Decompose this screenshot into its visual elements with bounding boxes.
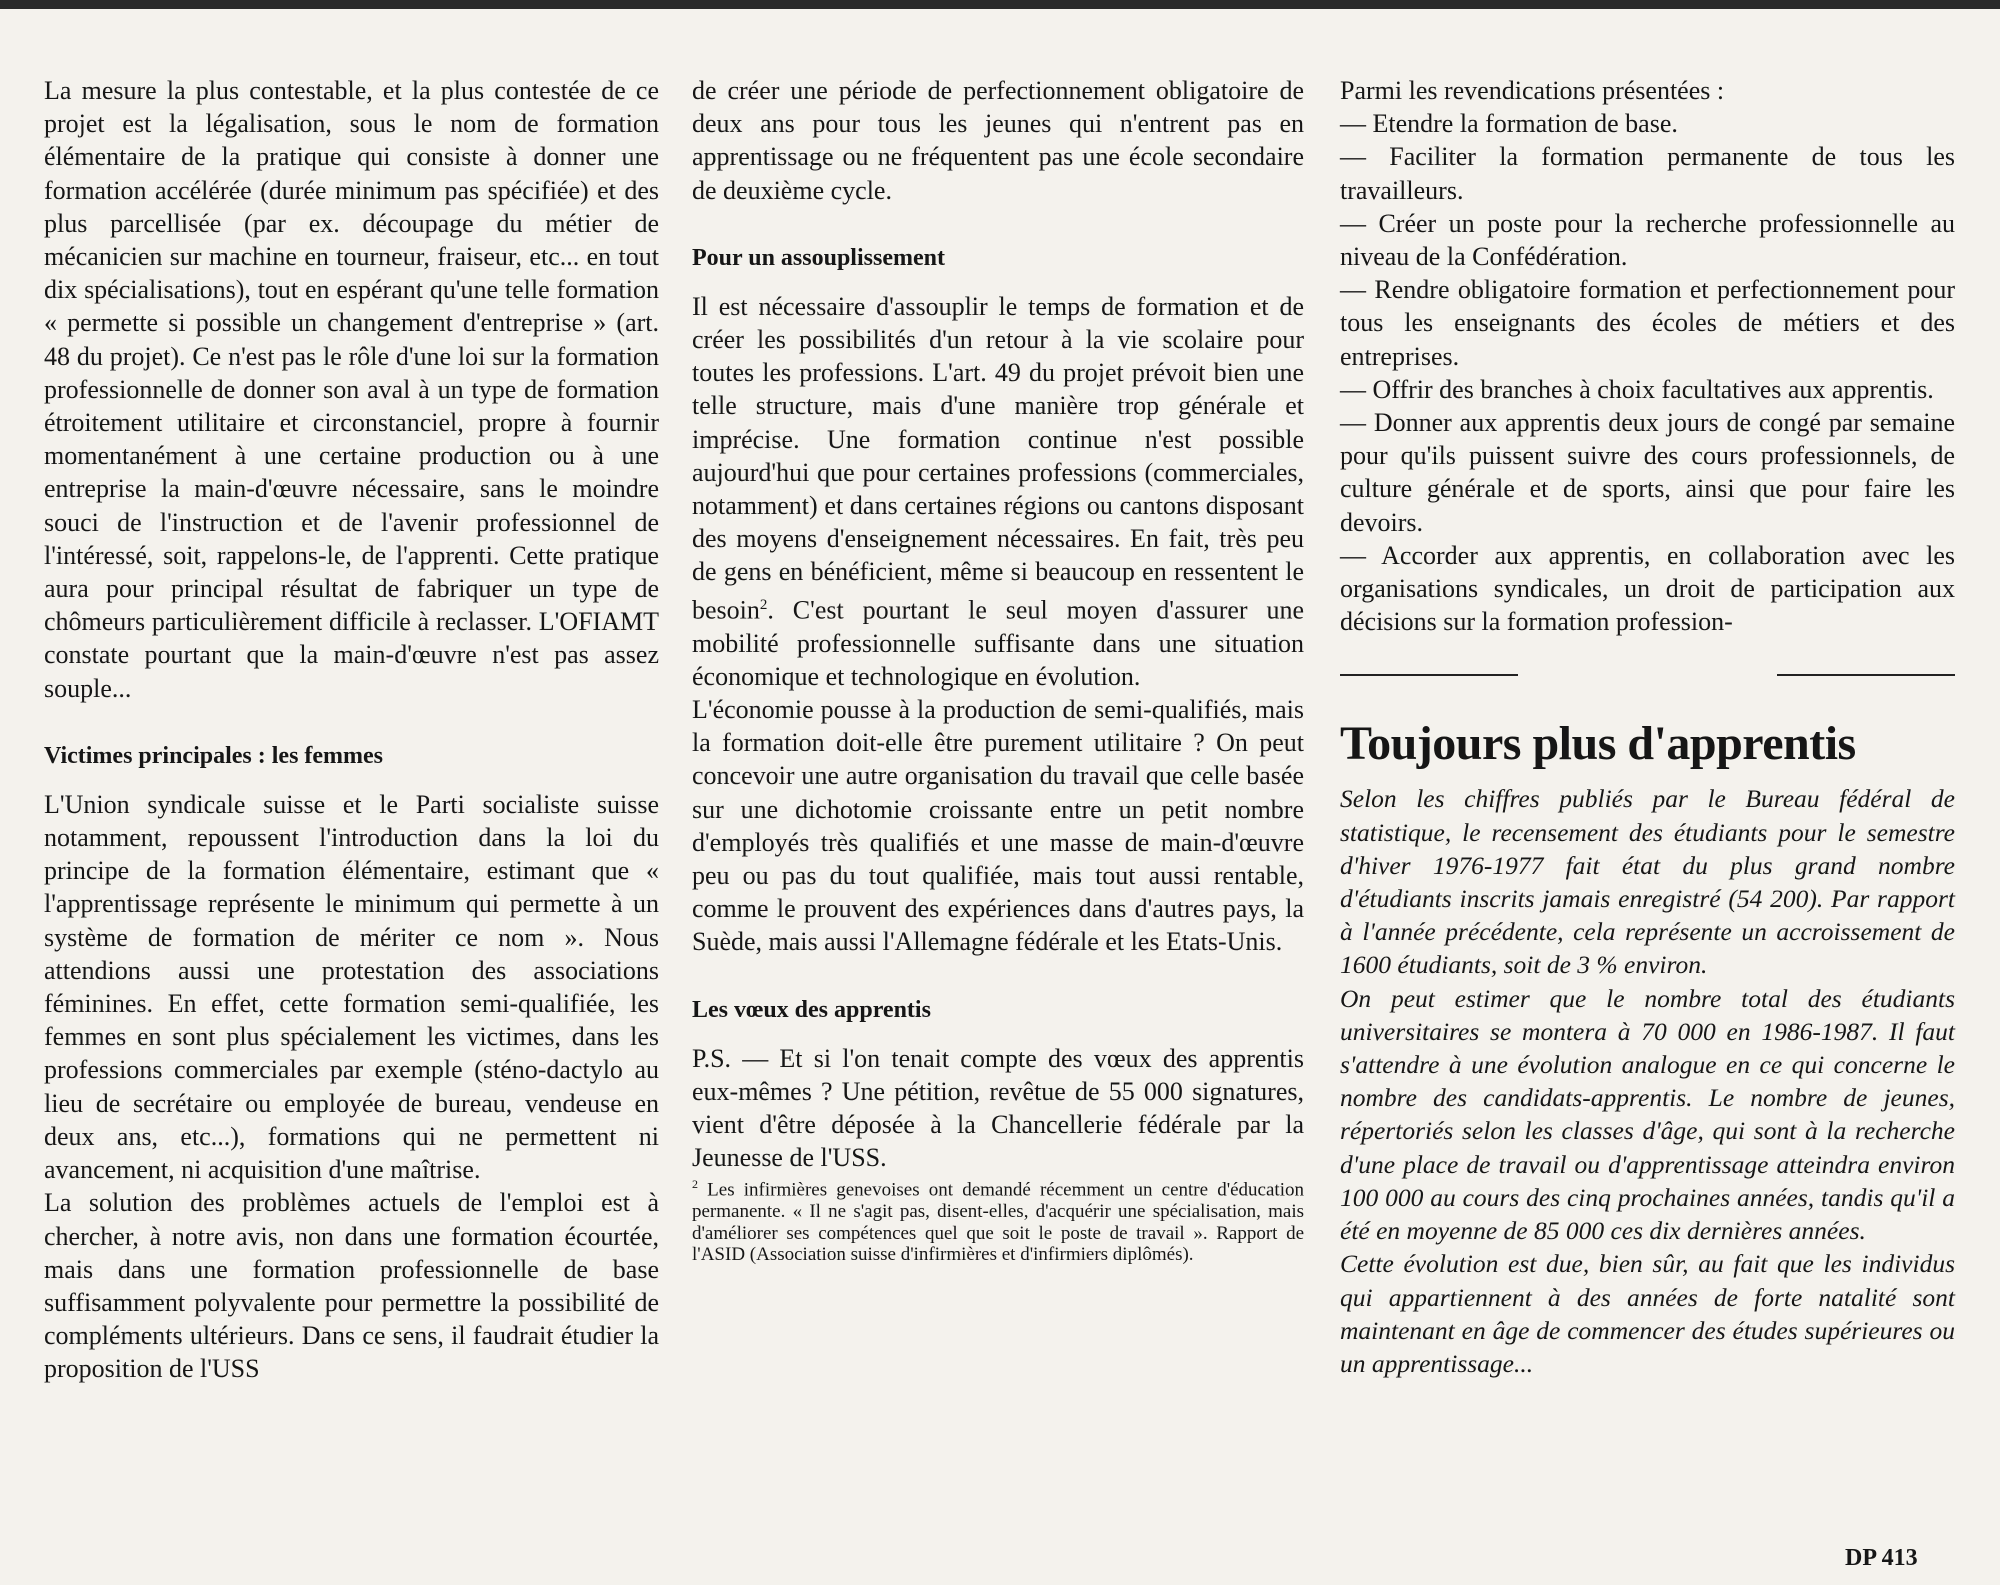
paragraph: L'économie pousse à la production de semi-qualifiés, mais la formation doit-elle être purement utilitaire ? On peut concevoir une autre organisation du travail que celle basée sur une dichotomie croissante entre un petit nombre d'employés très qualifiés et une masse de main-d'œuvre peu ou pas du tout qualifiée, mais tout aussi rentable, comme le prouvent des expériences dans d'autres pays, la Suède, mais aussi l'Allemagne fédérale et les Etats-Unis. bbox=[692, 694, 1304, 957]
box-paragraph: Cette évolution est due, bien sûr, au fait que les individus qui appartiennent à des années de forte natalité sont maintenant en âge de commencer des études supérieures ou un apprentissage... bbox=[1340, 1249, 1955, 1378]
rule-left bbox=[1340, 674, 1518, 676]
list-item: — Donner aux apprentis deux jours de congé par semaine pour qu'ils puissent suivre des cours professionnels, de culture générale et de sports, ainsi que pour faire les devoirs. bbox=[1340, 408, 1955, 537]
rule-right bbox=[1777, 674, 1955, 676]
list-item: — Créer un poste pour la recherche professionnelle au niveau de la Confédération. bbox=[1340, 208, 1955, 272]
list-item: — Etendre la formation de base. bbox=[1340, 109, 1678, 139]
column-1 bbox=[44, 74, 659, 1386]
paragraph: de créer une période de perfectionnement obligatoire de deux ans pour tous les jeunes qui n'entrent pas en apprentissage ou ne fréquentent pas une école secondaire de deuxième cycle. bbox=[692, 76, 1304, 205]
box-paragraph: On peut estimer que le nombre total des étudiants universitaires se montera à 70 000 en 1986-1987. Il faut s'attendre à une évolution analogue en ce qui concerne le nombre des candidats-apprentis. Le nombre de jeunes, répertoriés selon les classes d'âge, qui sont à la recherche d'une place de travail ou d'apprentissage atteindra environ 100 000 au cours des cinq prochaines années, tandis qu'il a été en moyenne de 85 000 ces dix dernières années. bbox=[1340, 983, 1955, 1246]
paragraph: La mesure la plus contestable, et la plus contestée de ce projet est la légalisation, sous le nom de formation élémentaire de la pratique qui consiste à donner une formation accélérée (durée minimum pas spécifiée) et des plus parcellisée (par ex. découpage du métier de mécanicien sur machine en tourneur, fraiseur, etc... en tout dix spécialisations), tout en espérant qu'une telle formation « permette si possible un changement d'entreprise » (art. 48 du projet). Ce n'est pas le rôle d'une loi sur la formation professionnelle de donner son aval à un type de formation étroitement utilitaire et circonstanciel, propre à fournir momentanément à une certaine production ou à une entreprise la main-d'œuvre nécessaire, sans le moindre souci de l'instruction et de l'avenir professionnel de l'intéressé, soit, rappelons-le, de l'apprenti. Cette pratique aura pour principal résultat de fabriquer un type de chômeurs particulièrement difficile à reclasser. L'OFIAMT constate pourtant que la main-d'œuvre n'est pas assez souple... bbox=[44, 76, 659, 703]
paragraph: P.S. — Et si l'on tenait compte des vœux des apprentis eux-mêmes ? Une pétition, revêtue de 55 000 signatures, vient d'être déposée à la Chancellerie fédérale par la Jeunesse de l'USS. bbox=[692, 1043, 1304, 1173]
box-body bbox=[1340, 782, 1955, 1380]
footnote-text: Les infirmières genevoises ont demandé récemment un centre d'éducation permanente. « Il ne s'agit pas, disent-elles, d'acquérir une spécialisation, mais d'améliorer ses compétences quel que soit le poste de travail ». Rapport de l'ASID (Association suisse d'infirmières et d'infirmiers diplômés). bbox=[692, 1179, 1304, 1266]
box-paragraph: Selon les chiffres publiés par le Bureau fédéral de statistique, le recensement des étudiants pour le semestre d'hiver 1976-1977 fait état du plus grand nombre d'étudiants inscrits jamais enregistré (54 200). Par rapport à l'année précédente, cela représente un accroissement de 1600 étudiants, soit de 3 % environ. bbox=[1340, 784, 1955, 980]
section-heading: Les vœux des apprentis bbox=[692, 996, 931, 1023]
list-item: — Faciliter la formation permanente de tous les travailleurs. bbox=[1340, 142, 1955, 205]
list-intro: Parmi les revendications présentées : bbox=[1340, 76, 1725, 105]
paragraph bbox=[692, 290, 1304, 693]
separator-rules bbox=[1340, 674, 1955, 676]
paragraph: L'Union syndicale suisse et le Parti socialiste suisse notamment, repoussent l'introduction dans la loi du principe de la formation élémentaire, estimant que « l'apprentissage représente le minimum qui permette à un système de formation de mériter ce nom ». Nous attendions aussi une protestation des associations féminines. En effet, cette formation semi-qualifiée, les femmes en sont plus spécialement les victimes, dans les professions commerciales par exemple (sténo-dactylo au lieu de secrétaire ou employée de bureau, vendeuse en deux ans, etc...), formations qui ne permettent ni avancement, ni acquisition d'une maîtrise. bbox=[44, 789, 659, 1185]
list-item: — Accorder aux apprentis, en collaboration avec les organisations syndicales, un droit de participation aux décisions sur la formation profession- bbox=[1340, 540, 1955, 637]
page-number: DP 413 bbox=[1845, 1545, 1918, 1571]
box-title: Toujours plus d'apprentis bbox=[1340, 717, 1856, 771]
column-2 bbox=[692, 74, 1304, 1266]
paragraph-text: . C'est pourtant le seul moyen d'assurer une mobilité professionnelle suffisante dans une situation économique et technologique en évolution. bbox=[692, 595, 1304, 691]
list-item: — Offrir des branches à choix facultatives aux apprentis. bbox=[1340, 374, 1934, 404]
list-item: — Rendre obligatoire formation et perfectionnement pour tous les enseignants des écoles de métiers et des entreprises. bbox=[1340, 275, 1955, 371]
footnote bbox=[692, 1174, 1304, 1265]
paragraph-text: Il est nécessaire d'assouplir le temps de formation et de créer les possibilités d'un retour à la vie scolaire pour toutes les professions. L'art. 49 du projet prévoit bien une telle structure, mais d'une manière trop générale et imprécise. Une formation continue n'est possible aujourd'hui que pour certaines professions (commerciales, notamment) et dans certaines régions ou cantons disposant des moyens d'enseignement nécessaires. En fait, très peu de gens en bénéficient, même si beaucoup en ressentent le besoin bbox=[692, 291, 1304, 625]
top-rule bbox=[0, 0, 2000, 9]
section-heading: Victimes principales : les femmes bbox=[44, 742, 384, 769]
paragraph: La solution des problèmes actuels de l'emploi est à chercher, à notre avis, non dans une formation écourtée, mais dans une formation professionnelle de base suffisamment polyvalente pour permettre la possibilité de compléments ultérieurs. Dans ce sens, il faudrait étudier la proposition de l'USS bbox=[44, 1188, 659, 1384]
footnote-mark: 2 bbox=[692, 1177, 698, 1192]
section-heading: Pour un assouplissement bbox=[692, 244, 945, 271]
column-3 bbox=[1340, 74, 1955, 1380]
footnote-ref: 2 bbox=[759, 596, 768, 613]
